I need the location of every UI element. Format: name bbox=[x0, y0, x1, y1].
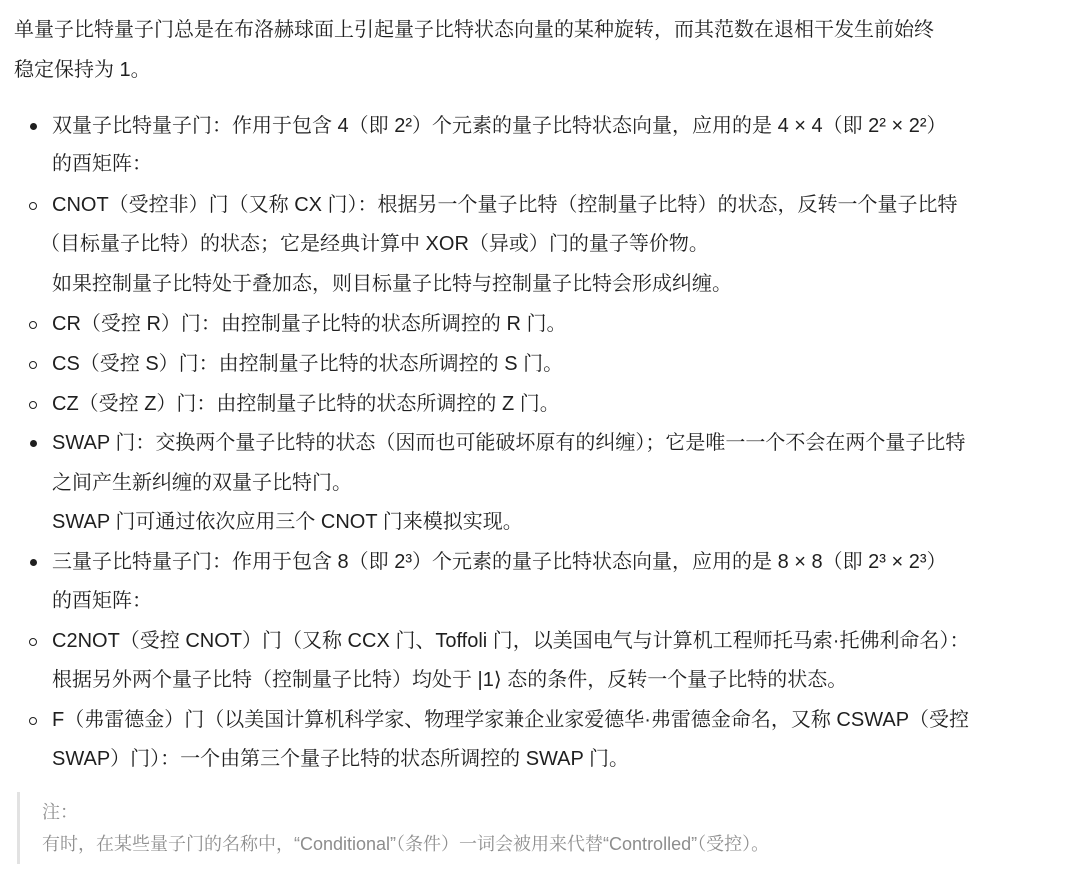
bullet-icon bbox=[30, 440, 37, 447]
note-body: 有时，在某些量子门的名称中，“Conditional”（条件）一词会被用来代替“Controlled”（受控）。 bbox=[42, 834, 770, 854]
bullet-icon bbox=[30, 123, 37, 130]
document-page: 单量子比特量子门总是在布洛赫球面上引起量子比特状态向量的某种旋转，而其范数在退相干发生前始终 稳定保持为 1。 双量子比特量子门：作用于包含 4（即 2²）个元素的量子比特状态向量，应用的是 4 × 4（即 2² × 2²） 的酉矩阵： CNOT（受控非）门（又称 CX 门）：根据另一个量子比特（控制量子比特）的状态，反转一个量子比特 （目标量子比特）的状态；它是经典计算中 XOR（异或）门的量子等价物。 如果控制量子比特处于叠加态，则目标量子比特与控制量子比特会形成纠缠。 CR（受控 R）门：由控制量子比特的状态所调控的 R 门。 CS（受控 S）门：由控制量子比特的状态所调控的 S 门。 CZ（受控 Z）门：由控制量子比特的状态所调控的 Z 门。 SWAP 门：交换两个量子比特的状态（因而也可能破坏原有的纠缠）；它是唯一一个不会在两个量子比特 之间产生新纠缠的双量子比特门。 SWAP 门可通过依次应用三个 CNOT 门来模拟实现。 三量子比特量子门：作用于包含 8（即 2³）个元素的量子比特状态向量，应用的是 8 × 8（即 2³ × 2³） 的酉矩阵： C2NOT（受控 CNOT）门（又称 CCX 门、Toffoli 门，以美国电气与计算机工程师托马索·托佛利命名）： 根据另外两个量子比特（控制量子比特）均处于 |1⟩ 态的条件，反转一个量子比特的状态。 F（弗雷德金）门（以美国计算机科学家、物理学家兼企业家爱德华·弗雷德金命名，又称 CSWAP（受控 SWAP）门）：一个由第三个量子比特的状态所调控的 SWAP 门。 注： 有时，在某些量子门的名称中，“Conditional”（条件）一词会被用来代替“Controlled”（受控）。 bbox=[0, 0, 1080, 884]
hollow-bullet-icon bbox=[29, 361, 37, 369]
intro-paragraph bbox=[14, 10, 1068, 90]
hollow-bullet-icon bbox=[29, 202, 37, 210]
bullet-icon bbox=[30, 559, 37, 566]
hollow-bullet-icon bbox=[29, 717, 37, 725]
note-heading: 注： bbox=[42, 802, 78, 822]
hollow-bullet-icon bbox=[29, 638, 37, 646]
intro-line-1: 单量子比特量子门总是在布洛赫球面上引起量子比特状态向量的某种旋转，而其范数在退相干发生前始终 bbox=[14, 19, 934, 41]
blockquote-note bbox=[17, 792, 1070, 864]
hollow-bullet-icon bbox=[29, 321, 37, 329]
intro-line-2: 稳定保持为 1。 bbox=[14, 59, 151, 81]
hollow-bullet-icon bbox=[29, 401, 37, 409]
